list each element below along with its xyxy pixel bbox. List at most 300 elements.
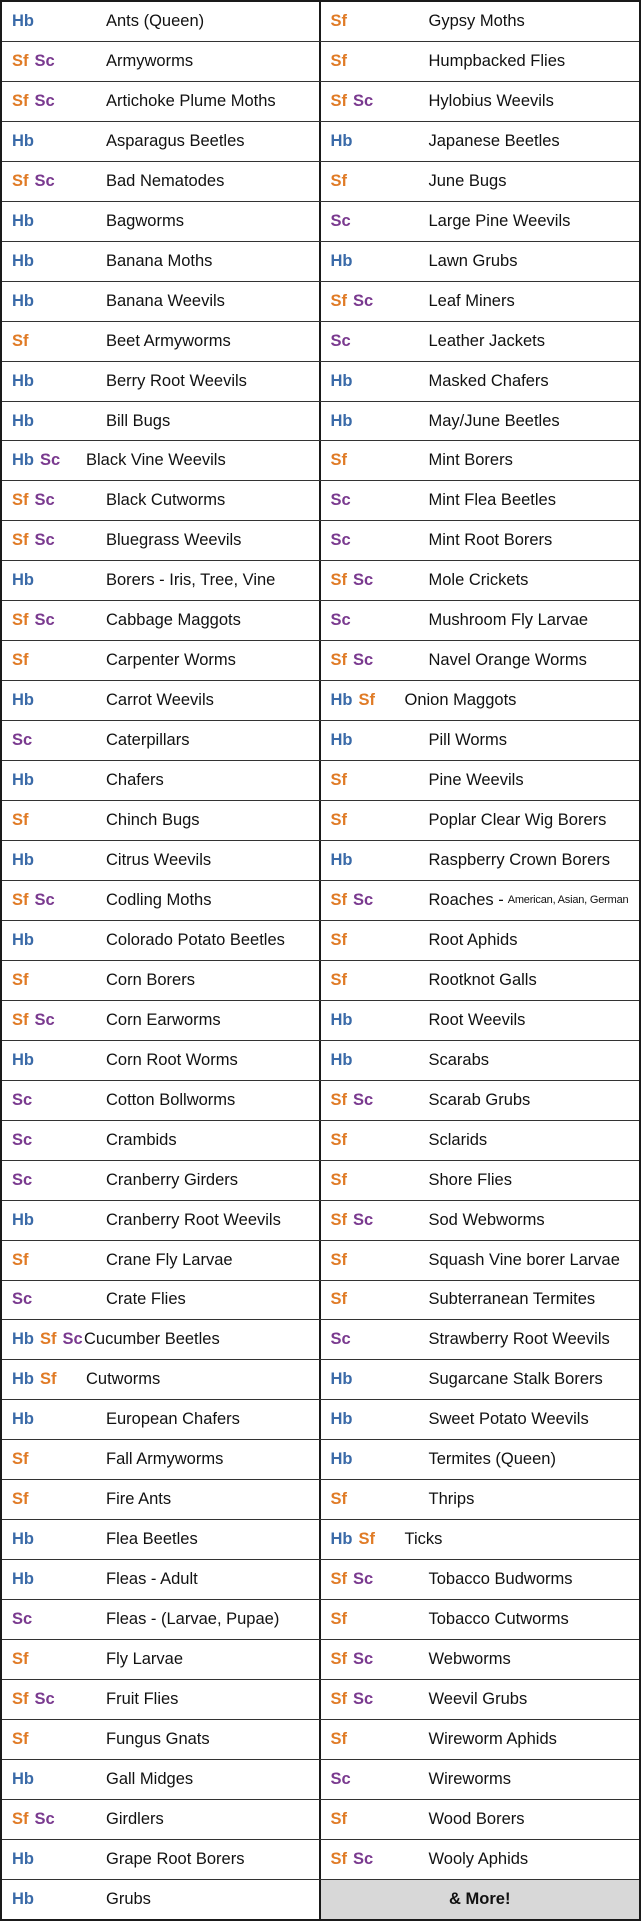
codes [12, 1320, 89, 1359]
codes [12, 282, 40, 321]
codes [331, 1600, 354, 1639]
code-badge: Sc [12, 1130, 33, 1149]
code-badge: Sc [353, 1650, 374, 1669]
pest-name-text: Weevil Grubs [428, 1690, 528, 1708]
pest-name-text: Poplar Clear Wig Borers [428, 811, 607, 830]
pest-name [429, 961, 537, 1000]
pest-cell [2, 1600, 321, 1639]
codes [12, 1760, 40, 1799]
codes [331, 1800, 354, 1839]
pest-name-text: Tobacco Budworms [428, 1570, 573, 1589]
code-badge: Sc [34, 611, 55, 630]
codes [331, 721, 359, 760]
pest-name-text: Crane Fly Larvae [106, 1250, 233, 1269]
pest-name-text: Termites (Queen) [428, 1450, 556, 1469]
code-badge: Sc [353, 1210, 374, 1229]
pest-name-text: Wireworms [428, 1769, 511, 1788]
codes [12, 162, 61, 201]
code-badge: Hb [12, 371, 34, 390]
pest-cell [321, 1680, 640, 1719]
pest-name [429, 1800, 525, 1839]
pest-cell [321, 1121, 640, 1160]
pest-name-text: Strawberry Root Weevils [428, 1330, 610, 1349]
table-row [2, 1679, 639, 1719]
pest-name-text: Pine Weevils [428, 771, 524, 790]
pest-name [429, 1480, 475, 1519]
pest-name-text: European Chafers [106, 1410, 240, 1429]
table-row [2, 81, 639, 121]
more-label [449, 1890, 510, 1909]
code-badge: Sc [353, 291, 374, 310]
code-badge: Sf [330, 1650, 347, 1669]
pest-name-text: Berry Root Weevils [106, 371, 247, 390]
code-badge: Sc [353, 1849, 374, 1868]
code-badge: Sf [12, 1450, 29, 1469]
pest-name-text: Cotton Bollworms [106, 1090, 236, 1109]
pest-name-text: Mushroom Fly Larvae [428, 611, 589, 630]
pest-name-text: Webworms [428, 1650, 511, 1669]
code-badge: Sf [330, 1130, 347, 1149]
pest-name-text: Onion Maggots [404, 691, 517, 710]
code-badge: Sf [12, 331, 29, 350]
code-badge: Hb [12, 411, 34, 430]
pest-name [106, 242, 212, 281]
codes [331, 1720, 354, 1759]
code-badge: Sf [12, 1010, 29, 1029]
pest-name [106, 162, 224, 201]
pest-cell [321, 82, 640, 121]
pest-name [429, 441, 513, 480]
pest-name [106, 881, 211, 920]
table-row [2, 2, 639, 41]
table-row [2, 1479, 639, 1519]
pest-name [429, 2, 525, 41]
more-cell [321, 1880, 640, 1919]
pest-name-text: Leather Jackets [428, 331, 545, 350]
code-badge: Hb [12, 251, 34, 270]
pest-name-text: Subterranean Termites [428, 1290, 596, 1309]
code-badge: Hb [12, 1769, 34, 1788]
codes [12, 1800, 61, 1839]
code-badge: Sf [12, 1809, 29, 1828]
pest-cell [321, 1320, 640, 1359]
pest-name-text: Mint Root Borers [428, 531, 553, 550]
code-badge: Hb [330, 731, 353, 750]
pest-name-text: Fly Larvae [106, 1650, 184, 1669]
pest-cell [2, 402, 321, 441]
pest-cell [321, 1281, 640, 1320]
pest-name-text: Bagworms [106, 211, 184, 230]
pest-name-text: Gall Midges [106, 1769, 194, 1788]
pest-name-text: Fleas - Adult [106, 1570, 198, 1589]
code-badge: Sf [330, 1170, 347, 1189]
pest-name [429, 761, 524, 800]
pest-name-text: Ticks [404, 1530, 443, 1549]
pest-cell [321, 202, 640, 241]
pest-name [106, 721, 189, 760]
pest-name-text: Wooly Aphids [428, 1849, 529, 1868]
codes [12, 402, 40, 441]
code-badge: Hb [12, 1410, 34, 1429]
pest-cell [321, 1600, 640, 1639]
pest-cell [321, 1241, 640, 1280]
pest-name [106, 1520, 198, 1559]
table-row [2, 880, 639, 920]
pest-name-text: Scarab Grubs [428, 1090, 531, 1109]
pest-name-text: Root Aphids [428, 930, 518, 949]
pest-name-text: Armyworms [106, 51, 194, 70]
pest-name-text: Artichoke Plume Moths [106, 91, 276, 110]
code-badge: Sf [330, 890, 347, 909]
pest-cell [321, 1081, 640, 1120]
pest-cell [2, 362, 321, 401]
table-row [2, 1719, 639, 1759]
pest-cell [2, 1520, 321, 1559]
pest-name [106, 1041, 238, 1080]
pest-cell [321, 721, 640, 760]
pest-name [429, 1001, 526, 1040]
pest-name [429, 82, 554, 121]
pest-cell [321, 841, 640, 880]
code-badge: Sf [330, 1690, 347, 1708]
pest-name-text: Codling Moths [106, 890, 212, 909]
pest-cell [2, 1760, 321, 1799]
pest-cell [2, 1360, 321, 1399]
pest-name-text: Bad Nematodes [106, 171, 225, 190]
table-row [2, 600, 639, 640]
code-badge: Sc [34, 531, 55, 550]
pest-name [405, 1520, 443, 1559]
pest-name-text: Fall Armyworms [106, 1450, 224, 1469]
pest-name-text: Borers - Iris, Tree, Vine [106, 571, 276, 590]
code-badge: Sf [12, 1729, 29, 1748]
table-row [2, 1599, 639, 1639]
codes [331, 1360, 359, 1399]
pest-name [429, 1161, 512, 1200]
pest-name [429, 801, 607, 840]
table-row [2, 1799, 639, 1839]
pest-name [429, 721, 508, 760]
pest-name-text: Crate Flies [106, 1290, 186, 1309]
codes [12, 1440, 35, 1479]
pest-cell [321, 561, 640, 600]
codes [331, 1760, 357, 1799]
pest-cell [2, 42, 321, 81]
pest-cell [2, 881, 321, 920]
pest-name [429, 1440, 556, 1479]
pest-name [106, 641, 236, 680]
pest-name-text: Wireworm Aphids [428, 1729, 557, 1748]
pest-cell [321, 242, 640, 281]
pest-name-text: Humpbacked Flies [428, 51, 566, 70]
code-badge: Sf [330, 1570, 347, 1589]
table-row [2, 840, 639, 880]
pest-cell [321, 1560, 640, 1599]
codes [331, 1161, 354, 1200]
pest-name-text: Scarabs [428, 1050, 490, 1069]
pest-name-text: Cranberry Girders [106, 1170, 239, 1189]
pest-name-text: Cabbage Maggots [106, 611, 241, 630]
pest-cell [2, 2, 321, 41]
codes [331, 921, 354, 960]
table-row [2, 800, 639, 840]
code-badge: Sf [330, 1490, 347, 1509]
table-row [2, 321, 639, 361]
codes [331, 1680, 380, 1719]
pest-name [106, 202, 184, 241]
code-badge: Sf [12, 1250, 29, 1269]
pest-cell [2, 801, 321, 840]
pest-name-text: Leaf Miners [428, 291, 515, 310]
pest-cell [321, 42, 640, 81]
pest-cell [2, 601, 321, 640]
table-row [2, 1319, 639, 1359]
pest-name [106, 1001, 221, 1040]
codes [12, 441, 66, 480]
pest-name-text: Masked Chafers [428, 371, 549, 390]
code-badge: Sf [40, 1370, 57, 1389]
codes [331, 1281, 354, 1320]
table-row [2, 640, 639, 680]
pest-name [106, 362, 247, 401]
table-row [2, 121, 639, 161]
pest-cell [2, 1320, 321, 1359]
table-row [2, 520, 639, 560]
pest-name-text: Grape Root Borers [106, 1849, 245, 1868]
table-row [2, 241, 639, 281]
pest-name-text: May/June Beetles [428, 411, 560, 430]
pest-cell [321, 1201, 640, 1240]
pest-name [429, 1201, 545, 1240]
pest-name-text: Ants (Queen) [106, 11, 205, 30]
pest-cell [2, 122, 321, 161]
codes [12, 122, 40, 161]
pest-cell [2, 1640, 321, 1679]
code-badge: Sf [12, 811, 29, 830]
codes [12, 841, 40, 880]
pest-cell [2, 1840, 321, 1879]
pest-name [429, 42, 566, 81]
pest-name [429, 122, 560, 161]
code-badge: Sf [330, 11, 347, 30]
codes [331, 1001, 359, 1040]
pest-name [429, 242, 518, 281]
pest-cell [2, 681, 321, 720]
pest-name [429, 481, 556, 520]
pest-cell [2, 761, 321, 800]
pest-cell [2, 961, 321, 1000]
pest-name-text: Colorado Potato Beetles [106, 930, 285, 949]
pest-name-text: Navel Orange Worms [428, 651, 587, 670]
pest-cell [2, 1041, 321, 1080]
pest-name [405, 681, 517, 720]
pest-name [106, 561, 275, 600]
pest-name [106, 82, 276, 121]
pest-name-text: Fleas - (Larvae, Pupae) [106, 1610, 280, 1629]
codes [331, 1201, 380, 1240]
code-badge: Sf [330, 171, 347, 190]
code-badge: Sf [12, 51, 29, 70]
codes [331, 801, 354, 840]
code-badge: Hb [12, 1849, 34, 1868]
pest-name [106, 2, 204, 41]
code-badge: Sc [330, 331, 351, 350]
codes [331, 681, 382, 720]
code-badge: Sf [330, 291, 347, 310]
code-badge: Hb [330, 1450, 353, 1469]
code-badge: Hb [12, 1050, 34, 1069]
pest-name-text: Lawn Grubs [428, 251, 518, 270]
pest-name [429, 641, 587, 680]
code-badge: Sc [353, 1090, 374, 1109]
pest-name-text: Root Weevils [428, 1010, 526, 1029]
pest-name [106, 282, 225, 321]
code-badge: Sf [330, 51, 347, 70]
code-badge: Sf [12, 1490, 29, 1509]
codes [331, 1041, 359, 1080]
pest-cell [321, 801, 640, 840]
pest-name-text: Sugarcane Stalk Borers [428, 1370, 603, 1389]
pest-name-text: Crambids [106, 1130, 177, 1149]
table-row [2, 1200, 639, 1240]
code-badge: Sf [330, 571, 347, 590]
pest-cell [2, 1281, 321, 1320]
code-badge: Sf [330, 771, 347, 790]
codes [12, 921, 40, 960]
codes [12, 1720, 35, 1759]
pest-cell [321, 1800, 640, 1839]
codes [12, 1201, 40, 1240]
pest-name [106, 921, 285, 960]
pest-name [106, 1161, 238, 1200]
code-badge: Sf [330, 1210, 347, 1229]
codes [12, 1281, 38, 1320]
pest-cell [321, 881, 640, 920]
codes [331, 402, 359, 441]
pest-name-text: Chafers [106, 771, 164, 790]
pest-name [106, 1121, 177, 1160]
pest-name [429, 521, 553, 560]
codes [331, 1480, 354, 1519]
pest-name [106, 1600, 279, 1639]
codes [331, 1440, 359, 1479]
pest-cell [2, 1560, 321, 1599]
code-badge: Hb [12, 451, 34, 470]
table-row [2, 1000, 639, 1040]
table-row [2, 281, 639, 321]
pest-name [106, 801, 200, 840]
table-row [2, 440, 639, 480]
pest-name [429, 1281, 596, 1320]
pest-cell [321, 362, 640, 401]
code-badge: Sf [12, 970, 29, 989]
table-row [2, 1240, 639, 1280]
codes [12, 242, 40, 281]
code-badge: Sc [34, 91, 55, 110]
table-row [2, 1639, 639, 1679]
code-badge: Hb [330, 251, 353, 270]
code-badge: Sf [12, 531, 29, 550]
pest-name [106, 42, 193, 81]
code-badge: Sf [330, 930, 347, 949]
pest-name [106, 521, 241, 560]
codes [331, 841, 359, 880]
pest-name [106, 601, 241, 640]
code-badge: Sf [12, 171, 29, 190]
code-badge: Hb [12, 11, 34, 30]
pest-cell [321, 1001, 640, 1040]
table-row [2, 41, 639, 81]
pest-name [429, 1840, 529, 1879]
pest-name-text: Corn Borers [106, 970, 195, 989]
pest-cell [321, 162, 640, 201]
code-badge: Hb [330, 1410, 353, 1429]
codes [12, 1520, 40, 1559]
pest-name-text: Pill Worms [428, 731, 508, 750]
code-badge: Hb [12, 1530, 34, 1549]
pest-cell [321, 402, 640, 441]
codes [331, 282, 380, 321]
code-badge: Sc [330, 1769, 351, 1788]
pest-cell [2, 521, 321, 560]
code-badge: Sf [12, 1650, 29, 1669]
pest-cell [321, 481, 640, 520]
pest-name [84, 1320, 220, 1359]
pest-name-text: Citrus Weevils [106, 850, 212, 869]
codes [331, 1121, 354, 1160]
codes [12, 1400, 40, 1439]
pest-cell [2, 641, 321, 680]
pest-name [106, 1560, 198, 1599]
code-badge: Sc [353, 890, 374, 909]
code-badge: Sc [34, 171, 55, 190]
pest-name [429, 1241, 620, 1280]
code-badge: Sc [40, 451, 61, 470]
pest-name [429, 1320, 610, 1359]
table-row [2, 1559, 639, 1599]
code-badge: Sc [34, 491, 55, 510]
pest-name [429, 1760, 512, 1799]
codes [12, 521, 61, 560]
code-badge: Sc [12, 1610, 33, 1629]
codes [331, 961, 354, 1000]
pest-name [429, 1360, 603, 1399]
pest-name [429, 1640, 511, 1679]
pest-name-text: Cucumber Beetles [84, 1330, 220, 1349]
pest-cell [321, 1360, 640, 1399]
code-badge: Sc [330, 211, 351, 230]
table-row [2, 361, 639, 401]
codes [12, 1880, 40, 1919]
pest-name [106, 1480, 171, 1519]
pest-cell [2, 322, 321, 361]
pest-name-text: & More! [449, 1889, 511, 1908]
pest-name-text: Black Vine Weevils [86, 451, 226, 470]
code-badge: Hb [12, 211, 34, 230]
pest-cell [321, 1840, 640, 1879]
pest-name-text: Black Cutworms [106, 491, 226, 510]
pest-name [429, 841, 611, 880]
pest-name-text: Girdlers [106, 1809, 164, 1828]
table-row [2, 1839, 639, 1879]
codes [331, 42, 354, 81]
pest-cell [2, 1400, 321, 1439]
pest-name [429, 1400, 589, 1439]
pest-name [429, 1720, 557, 1759]
pest-cell [2, 1720, 321, 1759]
code-badge: Hb [330, 850, 353, 869]
code-badge: Hb [12, 691, 34, 710]
